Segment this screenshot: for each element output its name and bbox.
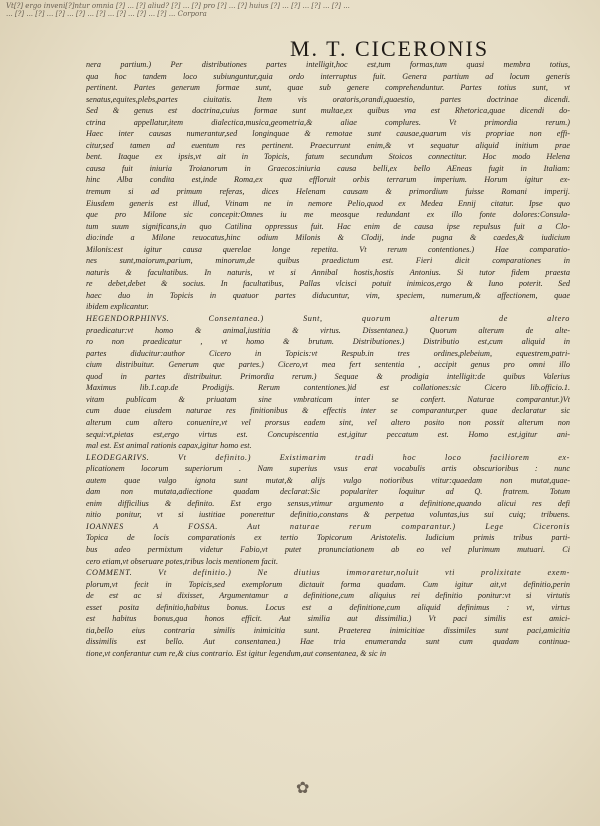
text-line: plicationem locorum superiorum . Nam superius vsus erat vocabulis artis obscurioribus : nunc bbox=[86, 464, 570, 474]
text-line: esset posita definitio,habitus bonus. Locus est a definitione,cum aliquid definimus : vt, virtus bbox=[86, 602, 570, 612]
text-line: nes sunt,maiorum,parium, minorum,de quibus praedictum est. Fieri dicit comparationes in bbox=[86, 256, 570, 266]
text-line: nitio ponitur, vt si iustitiae ponerettur definitio,constans & perpetua voluntas,ius sui cuiq; tribuens. bbox=[86, 510, 570, 520]
text-line: cium distribuitur. Generum que partes.) Cicero,vt mea fert sententia , accipit genus pro omni illo bbox=[86, 360, 570, 370]
text-line: bent. Itaque ex ipsis,vt ait in Topicis, fatum secundum Stoicos connectitur. Hoc modo Helena bbox=[86, 152, 570, 162]
text-line: enim difficilius & definito. Est ergo sensus,vtimur argumento a definitione,quando alicui res defi bbox=[86, 498, 570, 508]
text-line: autem quae vulgo ignota sunt mutat,& alijs vulgo notioribus vtitur:quaedam non mutat,quae- bbox=[86, 475, 570, 485]
text-line: de est ac si dixisset, Argumentamur a definitione,cum aliquius rei definitio ponitur:vt si virtutis bbox=[86, 591, 570, 601]
text-line: praedicatur:vt homo & animal,iustitia & virtus. Dissentanea.) Quorum alterum de alte- bbox=[86, 325, 570, 335]
text-line: dio:inde a Milone reuocatus,hinc odium Milonis & Clodij, inde pugna & caedes,& iudicium bbox=[86, 233, 570, 243]
handwritten-line-2: ... [?] ... [?] ... [?] ... [?] ... [?] ... [?] ... [?] ... [?] ... Corpora bbox=[6, 10, 207, 18]
handwritten-line-1: Vt[?] ergo inveni[?]ntur omnia [?] ... [?] aliud? [?] ... [?] pro [?] ... [?] huius [?] ... [?] ... [?] ... [?] ... bbox=[6, 2, 350, 10]
text-line: ro non praedicatur , vt homo & brutum. Distributiones.) Distributio est,cum aliquid in bbox=[86, 337, 570, 347]
text-line: Milonis:est igitur causa querelae longe repetita. Vt rerum contentiones.) Hae comparatio- bbox=[86, 244, 570, 254]
text-line: IOANNES A FOSSA. Aut naturae rerum comparantur.) Lege Ciceronis bbox=[86, 521, 570, 531]
text-line: ctrina appellatur,item dialectica,musica,geometria,& aliae complures. Vt primordia rerum.) bbox=[86, 117, 570, 127]
text-line: tia,bello eius contraria similis inimicitia sunt. Praeterea inimicitiae dissimiles sunt paci,amicitia bbox=[86, 625, 570, 635]
text-line: Eiusdem generis est illud, Vtinam ne in nemore Pelio,quod ex Medea Ennij citatur. Ipse quo bbox=[86, 198, 570, 208]
text-line: haec duo in Topicis in quatuor partes diducuntur, vim, speciem, numerum,& affectionem, quae bbox=[86, 290, 570, 300]
text-line: vitam publicam & priuatam sine vmbraticam inter se confert. Naturae comparantur.)Vt bbox=[86, 394, 570, 404]
text-line: nera partium.) Per distributiones partes intelligit,hoc est,tum formas,tum quasi membra totius, bbox=[86, 60, 570, 69]
text-line: Topica de locis comparationis ex tertio Topicorum Aristotelis. Iudicium primis tribus parti- bbox=[86, 533, 570, 543]
text-line: Maximus lib.1.cap.de Prodigijs. Rerum contentiones.)id est collationes:sic Cicero lib.officio.1. bbox=[86, 383, 570, 393]
text-line: re debet,debet & socius. In facultatibus, Pallas vlcisci potuit inimicos,ergo & Iuno poterit. Sed bbox=[86, 279, 570, 289]
handwritten-annotation bbox=[6, 2, 594, 18]
text-line: sequi:vt,pietas est,ergo virtus est. Concupiscentia est,igitur peccatum est. Homo est,igitur ani- bbox=[86, 429, 570, 439]
text-line: tum suum significans,in quo Catilina oppressus fuit. Hac enim de causa ipse repulsus fuit a Clo- bbox=[86, 221, 570, 231]
text-line: partes diducitur:author Cicero in Topicis:vt Respub.in tres ordines,plebeium, equestrem,patri- bbox=[86, 348, 570, 358]
text-line: cero etiam,vt obseruare potes,tribus locis mentionem facit. bbox=[86, 556, 278, 566]
text-line: est habitus bonus,qua honos efficit. Aut similia aut dissimilia.) Vt paci similis est amici- bbox=[86, 614, 570, 624]
text-line: naturis & facultatibus. In naturis, vt si Annibal hostis,hostis Antonius. Si tutor fidem praesta bbox=[86, 267, 570, 277]
text-line: COMMENT. Vt definitio.) Ne diutius immoraretur,noluit vti prolixitate exem- bbox=[86, 568, 570, 578]
text-line: HEGENDORPHINVS. Consentanea.) Sunt, quorum alterum de altero bbox=[86, 314, 570, 324]
text-line: citur,sed tamen ad euentum res pertinent. Praecurrunt enim,& vt sequatur aliquid initium prae bbox=[86, 140, 570, 150]
text-line: tione,vt conferantur cum re,& cius contrario. Est igitur legendum,aut consentanea, & sic in bbox=[86, 648, 387, 658]
text-line: mal est. Est animal rationis capax,igitur homo est. bbox=[86, 441, 252, 451]
text-line: hinc Alba condita est,inde Roma,ex qua effloruit orbis terrarum imperium. Horum igitur ex- bbox=[86, 175, 570, 185]
text-line: Haec inter causas numerantur,sed longinquae & remotae sunt causae,quarum vis propriae non effi- bbox=[86, 129, 570, 139]
text-line: que pro Milone sic concepit:Omnes iu me meosque redundant ex illo fonte dolores:Consula- bbox=[86, 210, 570, 220]
text-line: Sed & genus est doctrina,cuius formae sunt multae,ex quibus vna est Rhetorica,quae dicendi do- bbox=[86, 106, 570, 116]
text-line: plorum,vt fecit in Topicis,sed exemplorum dictauit forma quadam. Cum igitur ait,vt definitio,perin bbox=[86, 579, 570, 589]
page-title: M. T. CICERONIS bbox=[290, 36, 490, 61]
text-line: alterum cum altero conuenire,vt vel prorsus eadem sint, vel altero posito non possit alterum non bbox=[86, 417, 570, 427]
text-line: senatus,equites,plebs,partes ciuitatis. Item vis oratoris,orandi,quaestio, partes doctrinae dicendi. bbox=[86, 94, 570, 104]
text-line: bus adeo permixtum videtur Fabio,vt putet pronunciationem ab eo vel plurimum mutuari. Ci bbox=[86, 544, 570, 554]
printer-ornament: ✿ bbox=[296, 780, 310, 797]
text-line: cum duae eiusdem naturae res finitionibus & effectis inter se comparantur,per quae declaratur sic bbox=[86, 406, 570, 416]
text-line: qua hoc tandem loco subiunguntur,quia ordo interruptus fuit. Genera partium ad locum generis bbox=[86, 71, 570, 81]
commentary-text bbox=[86, 59, 570, 659]
text-line: LEODEGARIVS. Vt definito.) Existimarim tradi hoc loco faciliorem ex- bbox=[86, 452, 570, 462]
text-line: causa fuit iniuria Troianorum in Graecos:iniuria causa belli,ex bello AEneas fugit in Italiam: bbox=[86, 163, 570, 173]
text-line: dissimilis est bello. Aut consentanea.) Hae tria enumeranda sunt cum quadam continua- bbox=[86, 637, 570, 647]
text-line: pertinent. Partes generum formae sunt, quae sub genere comprehenduntur. Partes totius sunt, vt bbox=[86, 83, 570, 93]
text-line: quod in partes distribuitur. Primordia rerum.) Sequae & prodigia intelligit:de quibus Valerius bbox=[86, 371, 570, 381]
text-line: ibidem explicantur. bbox=[86, 302, 149, 312]
text-line: dam non mutata,adiectione quadam declarat:Sic populariter loquitur ad Q. fratrem. Totum bbox=[86, 487, 570, 497]
text-line: tremum si ad primum referas, dices Helenam causam & primordium fuisse Romani imperij. bbox=[86, 187, 570, 197]
